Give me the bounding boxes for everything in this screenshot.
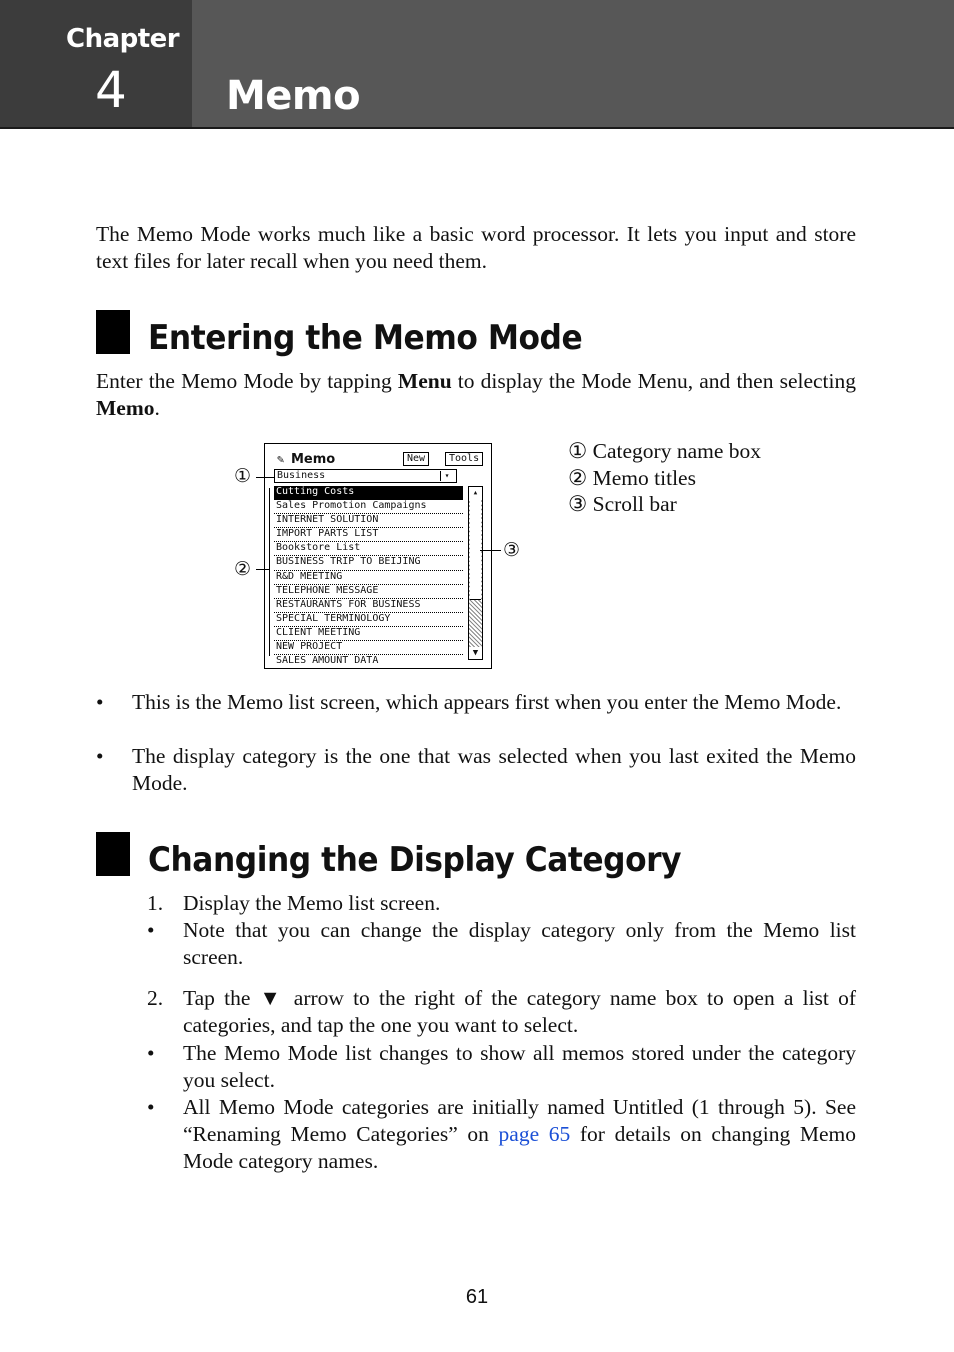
list-item[interactable]: TELEPHONE MESSAGE (274, 585, 463, 599)
triangle-down-icon: ▼ (259, 986, 285, 1010)
list-item[interactable]: NEW PROJECT (274, 641, 463, 655)
new-button[interactable]: New (403, 452, 429, 466)
section1-paragraph: Enter the Memo Mode by tapping Menu to display the Mode Menu, and then selecting Memo. (96, 369, 857, 420)
list-item[interactable]: Bookstore List (274, 542, 463, 556)
list-item[interactable]: RESTAURANTS FOR BUSINESS (274, 599, 463, 613)
memo-icon: ✎ (277, 452, 285, 466)
legend-item-2: ② Memo titles (568, 466, 696, 490)
bullet-mark: • (147, 918, 155, 942)
memo-titles-list (274, 486, 464, 669)
header-divider (0, 127, 954, 129)
chevron-down-icon[interactable]: ▾ (440, 471, 453, 481)
chapter-number: 4 (95, 61, 127, 119)
tools-button[interactable]: Tools (445, 452, 483, 466)
bullet-mark: • (96, 744, 104, 768)
category-name-box[interactable]: Business (274, 469, 457, 483)
section-marker (96, 832, 130, 876)
list-item[interactable]: SALES AMOUNT DATA (274, 655, 463, 669)
page-number: 61 (465, 1286, 489, 1308)
list-item[interactable]: SPECIAL TERMINOLOGY (274, 613, 463, 627)
list-item[interactable]: IMPORT PARTS LIST (274, 528, 463, 542)
legend-item-3: ③ Scroll bar (568, 492, 677, 516)
bullet-mark: • (96, 690, 104, 714)
section-heading-changing: Changing the Display Category (148, 840, 682, 880)
intro-paragraph: The Memo Mode works much like a basic word processor. It lets you input and store text files for later recall when you need them. (96, 222, 856, 273)
section-heading-entering: Entering the Memo Mode (148, 318, 583, 358)
bullet-text: The display category is the one that was selected when you last exited the Memo Mode. (132, 744, 856, 795)
callout-line-1 (256, 477, 274, 478)
callout-line-3 (480, 550, 501, 551)
list-item[interactable]: CLIENT MEETING (274, 627, 463, 641)
bullet-text: All Memo Mode categories are initially named Untitled (1 through 5). See “Renaming Memo Categories” on page 65 for details on changing Memo Mode category names. (183, 1095, 856, 1173)
step-number: 1. (147, 891, 164, 915)
list-item[interactable]: R&D MEETING (274, 571, 463, 585)
step-text: Display the Memo list screen. (183, 891, 441, 915)
chapter-label: Chapter (66, 24, 180, 54)
callout-1: ① (234, 466, 252, 487)
callout-line-2 (256, 569, 270, 570)
list-item[interactable]: Cutting Costs (274, 486, 463, 500)
legend-item-1: ① Category name box (568, 439, 762, 463)
callout-3: ③ (503, 540, 521, 561)
scroll-down-icon[interactable]: ▼ (469, 647, 482, 659)
bullet-mark: • (147, 1041, 155, 1065)
chapter-title: Memo (226, 73, 361, 119)
chapter-box (0, 0, 192, 128)
page-65-link[interactable]: page 65 (498, 1122, 571, 1146)
scroll-bar[interactable] (468, 486, 483, 660)
list-item[interactable]: INTERNET SOLUTION (274, 514, 463, 528)
bullet-mark: • (147, 1095, 155, 1119)
step-number: 2. (147, 986, 164, 1010)
callout-2: ② (234, 559, 252, 580)
bullet-text: The Memo Mode list changes to show all memos stored under the category you select. (183, 1041, 856, 1092)
memo-term: Memo (96, 396, 155, 420)
bullet-text: Note that you can change the display category only from the Memo list screen. (183, 918, 856, 969)
list-item[interactable]: Sales Promotion Campaigns (274, 500, 463, 514)
screen-title: Memo (291, 452, 336, 467)
memo-list-screen (264, 443, 492, 669)
menu-term: Menu (397, 369, 452, 393)
section-marker (96, 310, 130, 354)
scroll-up-icon[interactable]: ▴ (469, 487, 482, 499)
bullet-text: This is the Memo list screen, which appears first when you enter the Memo Mode. (132, 690, 842, 714)
step-text: Tap the ▼ arrow to the right of the category name box to open a list of categories, and tap the one you want to select. (183, 986, 856, 1037)
callout-bracket-2 (269, 488, 270, 656)
list-item[interactable]: BUSINESS TRIP TO BEIJING (274, 556, 463, 570)
